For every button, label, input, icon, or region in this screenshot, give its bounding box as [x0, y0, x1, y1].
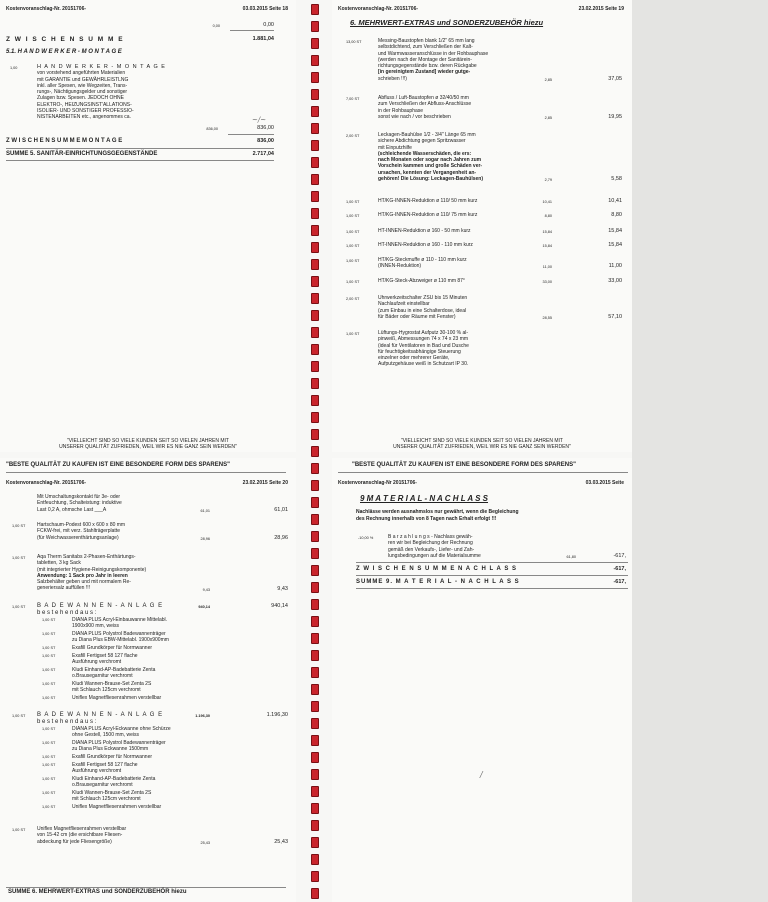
binding-ring — [311, 55, 319, 66]
binding-ring — [311, 157, 319, 168]
description-line: (werden nach der Montage der Sanitärein- — [378, 56, 472, 63]
part-description — [72, 754, 152, 760]
binding-ring — [311, 225, 319, 236]
part-qty: 1,00 ST — [42, 668, 56, 673]
page-header — [6, 480, 288, 486]
item-unit-price: 2,79 — [544, 178, 552, 183]
description-line: DIANA PLUS Polystrol Badewannenträger — [72, 631, 166, 638]
item-description — [37, 826, 126, 845]
binding-ring — [311, 361, 319, 372]
item-total: 33,00 — [608, 278, 622, 284]
description-line: H A N D W E R K E R - M O N T A G E — [37, 64, 166, 70]
description-line: lungsbedingungen auf die Materialsumme — [388, 552, 481, 559]
footer-line: UNSERER QUALITÄT ZUFRIEDEN, WEIL WIR ES NIE GANZ SEIN WERDEN" — [393, 444, 571, 450]
description-line: für feuchtigkeitsabhängige Steuerung — [378, 348, 461, 355]
description-line: und Warmwasseranschlüsse in der Rohbauphase — [378, 50, 489, 57]
binding-ring — [311, 191, 319, 202]
description-line: von 15-42 cm (die ersichtbare Fliesen- — [37, 832, 123, 839]
item-unit-price: 8,80 — [544, 214, 552, 218]
footer-line: UNSERER QUALITÄT ZUFRIEDEN, WEIL WIR ES NIE GANZ SEIN WERDEN" — [59, 444, 237, 450]
header-date-page: 23.02.2015 Seite 20 — [242, 480, 288, 486]
description-line: Abfluss / Luft-Baustopfen ø 32/40/50 mm — [378, 95, 469, 101]
item-description — [378, 228, 471, 234]
header-quote-number: Kostenvoranschlag-Nr. 20151706- — [6, 480, 87, 486]
item-qty: 1,00 ST — [346, 214, 360, 218]
part-qty: 1,00 ST — [42, 727, 56, 731]
binding-ring — [311, 21, 319, 32]
binding-ring — [311, 327, 319, 338]
header-quote-number: Kostenvoranschlag-Nr 20151706- — [338, 480, 417, 486]
binding-ring — [311, 463, 319, 474]
part-qty: 1,00 ST — [42, 791, 56, 796]
page-18 — [0, 0, 296, 452]
item-total: 15,84 — [608, 228, 622, 234]
binding-ring — [311, 633, 319, 644]
item-unit-price: 2,85 — [544, 115, 552, 120]
tub-total: 940,14 — [271, 603, 288, 609]
item-qty: 1,00 — [10, 66, 18, 70]
part-qty: 1,00 ST — [42, 654, 56, 658]
item-total: 25,43 — [274, 839, 288, 845]
part-qty: 1,00 ST — [42, 763, 56, 767]
description-line: Kludi Einhand-AP-Badebatterie Zenta — [72, 667, 156, 674]
item-description — [388, 534, 481, 559]
description-line: HT/KG-Steckmuffe ø 110 - 110 mm kurz — [378, 257, 467, 263]
part-qty: 1,00 ST — [42, 696, 56, 701]
part-description — [72, 726, 171, 739]
part-description — [72, 645, 152, 651]
item-qty: 2,00 ST — [346, 134, 360, 138]
description-line: generiersalz auffüllen !!! — [37, 585, 90, 592]
binding-ring — [311, 174, 319, 185]
binding-ring — [311, 497, 319, 508]
item-description — [37, 64, 166, 121]
description-line: (ideal für Ventilatoren in Bad und Dusche — [378, 342, 469, 349]
description-line: tabletten, 3 kg Sack — [37, 560, 81, 567]
description-line: HT/KG-INNEN-Reduktion ø 110/ 50 mm kurz — [378, 198, 478, 204]
description-line: Exafill Fertigset 58 127 flache — [72, 762, 138, 768]
item-total: 5,58 — [611, 176, 622, 183]
description-line: Messing-Baustopfen blank 1/2" 65 mm lang — [378, 38, 475, 44]
description-line: Ausführung verchromt — [72, 768, 122, 775]
item-description — [378, 330, 469, 368]
description-line: inkl. aller Spesen, wie Wegzeiten, Trans- — [37, 82, 128, 89]
tub-subtitle: b e s t e h e n d a u s : — [37, 610, 97, 616]
description-line: selbstdichtend, zum Verschließen der Kalt- — [378, 44, 473, 51]
description-line: Aqa Therm Sanitabs 2-Phasen-Enthärtungs- — [37, 554, 136, 560]
description-line: ELEKTRO-, HEIZUNGSINST'ALLATIONS- — [37, 101, 132, 108]
item-total: 15,84 — [608, 242, 622, 248]
item-unit-price: 61,01 — [200, 509, 210, 513]
binding-ring — [311, 667, 319, 678]
item-unit-price: 61,80 — [566, 555, 576, 559]
binding-ring — [311, 38, 319, 49]
binding-ring — [311, 582, 319, 593]
section-sum-label: SUMME 9. M A T E R I A L - N A C H L A S S — [356, 579, 520, 585]
item-unit-price: 25,43 — [200, 841, 210, 845]
item-total: 19,95 — [608, 113, 622, 120]
binding-ring — [311, 548, 319, 559]
footer-slogan — [342, 438, 622, 450]
subtotal-label: Z W I S C H E N S U M M E — [6, 36, 125, 43]
part-qty: 1,00 ST — [42, 805, 56, 810]
item-total: 28,96 — [274, 534, 288, 541]
description-line: für Bäder oder Räume mit Fenster) — [378, 313, 456, 320]
header-quote-number: Kostenvoranschlag-Nr. 20151706- — [6, 6, 87, 12]
description-line: o.Brausegarnitur verchromt — [72, 673, 133, 680]
binding-ring — [311, 701, 319, 712]
description-line: Uniflex Magnetfliesenrahmen verstellbar — [72, 804, 162, 811]
item-total: 37,05 — [608, 75, 622, 82]
description-line: (schleichende Wasserschäden, die ers: — [378, 150, 472, 157]
item-unit-price: 11,00 — [542, 265, 552, 270]
item-unit-price: 836,00 — [206, 127, 218, 131]
part-description — [72, 804, 161, 810]
item-total: 9,43 — [277, 585, 288, 592]
subtotal-value: -617, — [613, 566, 626, 572]
description-line: Aufputzgehäuse weiß in Schutzart IP 30. — [378, 361, 469, 368]
tub-total: 1.196,30 — [266, 712, 288, 718]
handwritten-mark: ~/~ — [252, 116, 267, 124]
binding-ring — [311, 276, 319, 287]
item-unit-price: 10,41 — [542, 200, 552, 204]
description-line: Hartschaum-Podest 600 x 600 x 80 mm — [37, 522, 126, 528]
item-description — [378, 95, 471, 120]
carry-unit: 0,00 — [212, 24, 220, 28]
description-line: Lüftungs-Hygrostat Aufputz 30-100 % al- — [378, 330, 469, 336]
page-19 — [332, 0, 632, 452]
binding-ring — [311, 769, 319, 780]
description-line: sonst wie nach / vor beschrieben — [378, 113, 451, 120]
description-line: DIANA PLUS Polystrol Badewannenträger — [72, 740, 166, 747]
part-description — [72, 653, 138, 666]
item-qty: 13,00 ST — [346, 40, 362, 44]
item-unit-price: 28,96 — [200, 536, 210, 541]
description-line: o.Brausegarnitur verchromt — [72, 782, 133, 789]
binding-ring — [311, 684, 319, 695]
part-qty: 1,00 ST — [42, 777, 56, 782]
quality-slogan: "BESTE QUALITÄT ZU KAUFEN IST EINE BESONDERE FORM DES SPARENS" — [6, 462, 230, 468]
header-date-page: 23.02.2015 Seite 19 — [578, 6, 624, 12]
description-line: ursachen, kennten der Vergangenheit an- — [378, 169, 477, 176]
page-21 — [332, 458, 632, 902]
description-line: FCKW-frei, mit verz. Stahlträgerplatte — [37, 528, 120, 535]
description-line: Nachlaufzeit einstellbar — [378, 301, 430, 308]
description-line: NISTENARBEITEN etc., angenommes ca. — [37, 114, 131, 121]
item-qty: 1,00 ST — [12, 828, 26, 832]
binding-ring — [311, 565, 319, 576]
description-line: ohne Gestell, 1500 mm, weiss — [72, 732, 139, 739]
binding-ring — [311, 616, 319, 627]
binding-ring — [311, 786, 319, 797]
footer-line: "VIELLEICHT SIND SO VIELE KUNDEN SEIT SO VIELEN JAHREN MIT — [401, 438, 563, 444]
section-sum-value: 2.717,04 — [252, 151, 274, 157]
binding-ring — [311, 854, 319, 865]
description-line: HT/KG-Steck-Abzweiger ø 110 mm 87° — [378, 278, 465, 284]
item-total: 57,10 — [608, 313, 622, 320]
binding-ring — [311, 752, 319, 763]
part-description — [72, 695, 161, 701]
header-date-page: 03.03.2015 Seite — [585, 480, 624, 486]
item-qty: 1,00 ST — [12, 605, 26, 609]
binding-ring — [311, 293, 319, 304]
description-line: zum Verschließen der Abfluss-Anschlüsse — [378, 101, 472, 108]
page-header — [6, 6, 288, 12]
description-line: (mit integrierter Hygiene-Reinigungskomponente) — [37, 566, 147, 573]
binding-ring — [311, 140, 319, 151]
item-description — [37, 522, 125, 541]
description-line: Vorschein kammen und große Schäden ver- — [378, 163, 483, 170]
description-line: sichere Abdichtung gegen Spritzwasser — [378, 138, 466, 145]
binding-ring — [311, 89, 319, 100]
binding-ring — [311, 650, 319, 661]
description-line: Uniflex Magnetfliesenrahmen verstellbar — [37, 826, 127, 832]
carry-total: 0,00 — [263, 22, 274, 28]
description-line: mit Einputzhilfe — [378, 144, 412, 151]
description-line: gemäß den Verkaufs-, Liefer- und Zah- — [388, 546, 475, 553]
item-total: 61,01 — [274, 507, 288, 513]
binding-ring — [311, 259, 319, 270]
subtotal-value: 1.881,04 — [252, 36, 274, 42]
binding-ring — [311, 208, 319, 219]
item-qty: 1,00 ST — [346, 259, 360, 263]
continuation-description — [37, 494, 122, 513]
subtotal-montage-value: 836,00 — [257, 138, 274, 144]
tub-title: B A D E W A N N E N - A N L A G E — [37, 712, 164, 718]
section-sum-label: SUMME 5. SANITÄR-EINRICHTUNGSGEGENSTÄNDE — [6, 151, 158, 157]
binding-ring — [311, 106, 319, 117]
subtotal-label: Z W I S C H E N S U M M E N A C H L A S S — [356, 566, 518, 572]
description-line: 1900x900 mm, weiss — [72, 623, 119, 630]
binding-ring — [311, 531, 319, 542]
part-qty: 1,00 ST — [42, 646, 56, 651]
part-description — [72, 631, 169, 644]
description-line: Salzbehälter geben und mit normalem Re- — [37, 579, 131, 586]
description-line: (INNEN-Reduktion) — [378, 263, 422, 270]
footer-slogan — [10, 438, 286, 450]
description-line: HT-INNEN-Reduktion ø 160 - 50 mm kurz — [378, 228, 471, 234]
binding-ring — [311, 446, 319, 457]
description-line: [in gereinigtem Zustand] wieder gutge- — [378, 69, 471, 76]
description-line: B a r z a h l u n g s - Nachlass gewäh- — [388, 534, 473, 540]
binding-ring — [311, 72, 319, 83]
binding-ring — [311, 718, 319, 729]
description-line: HT/KG-INNEN-Reduktion ø 110/ 75 mm kurz — [378, 212, 478, 218]
description-line: Kludi Wannen-Brause-Set Zenta 2S — [72, 790, 152, 797]
description-line: zu Diana Plus EBW-Mittelabl. 1900x900mm — [72, 637, 169, 644]
note-line: Nachlässe werden ausnahmslos nur gewährt, wenn die Begleichung — [356, 509, 519, 515]
item-description — [378, 38, 488, 82]
description-line: zu Diana Plus Eckwanne 1500mm — [72, 746, 149, 753]
description-line: Kludi Wannen-Brause-Set Zenta 2S — [72, 681, 152, 688]
description-line: (zum Einbau in eine Schalterdose, ideal — [378, 307, 467, 314]
description-line: von vorstehend angeführten Materialien — [37, 70, 126, 77]
page-header — [338, 480, 624, 486]
page-header — [338, 6, 624, 12]
item-unit-price: 9,43 — [202, 587, 210, 592]
header-date-page: 03.03.2015 Seite 18 — [242, 6, 288, 12]
quality-slogan: "BESTE QUALITÄT ZU KAUFEN IST EINE BESONDERE FORM DES SPARENS" — [352, 462, 576, 468]
description-line: Exafill Fertigset 58 127 flache — [72, 653, 138, 659]
description-line: Anwendung: 1 Sack pro Jahr in leeren — [37, 572, 128, 579]
section-title: 6. MEHRWERT-EXTRAS und SONDERZUBEHÖR hiezu — [350, 18, 544, 27]
part-qty: 1,00 ST — [42, 632, 56, 637]
binding-ring — [311, 242, 319, 253]
part-description — [72, 740, 166, 753]
binding-ring — [311, 888, 319, 899]
item-unit-price: 15,84 — [542, 230, 552, 234]
subtotal-montage-label: Z W I S C H E N S U M M E M O N T A G E — [6, 138, 123, 144]
binding-ring — [311, 735, 319, 746]
part-qty: 1,00 ST — [42, 618, 56, 622]
binding-ring — [311, 803, 319, 814]
description-line: DIANA PLUS Acryl-Einbauwanne Mittelabl. — [72, 617, 168, 623]
page-20 — [0, 458, 296, 902]
item-total: -617, — [613, 553, 626, 559]
item-unit-price: 28,55 — [542, 315, 552, 320]
tub-title: B A D E W A N N E N - A N L A G E — [37, 603, 164, 609]
binding-ring — [311, 395, 319, 406]
description-line: nach Monaten oder sogar nach Jahren zum — [378, 157, 482, 164]
binding-ring — [311, 820, 319, 831]
binding-ring — [311, 599, 319, 610]
part-description — [72, 617, 167, 630]
item-unit-price: 2,85 — [544, 77, 552, 82]
description-line: mit Schlauch 125cm verchromt — [72, 796, 141, 803]
binding-ring — [311, 378, 319, 389]
description-line: Last 0,2 A, ohmsche Last ___A — [37, 506, 107, 513]
description-line: ISOLIER- UND SONSTIGER PROFESSIO- — [37, 108, 134, 115]
description-line: ren wir bei Begleichung der Rechnung — [388, 540, 473, 547]
item-total: 10,41 — [608, 198, 622, 204]
binding-ring — [311, 480, 319, 491]
item-qty: 1,00 ST — [346, 280, 360, 284]
item-qty: 1,00 ST — [12, 714, 26, 718]
discount-note — [356, 509, 519, 522]
description-line: Mit Umschaltungskontakt für 3e- oder — [37, 494, 121, 500]
section-sum-label: SUMME 6. MEHRWERT-EXTRAS und SONDERZUBEHÖR hiezu — [8, 889, 187, 895]
description-line: Exafill Grundkörper für Normwanner — [72, 754, 153, 761]
item-qty: 1,00 ST — [12, 524, 26, 528]
description-line: Entfeuchtung, Schalteistung: induktive — [37, 500, 122, 507]
description-line: einzelner oder mehrerer Geräte, — [378, 355, 450, 362]
section-heading: 5.1. H A N D W E R K E R - M O N T A G E — [6, 49, 122, 55]
part-description — [72, 762, 138, 775]
header-quote-number: Kostenvoranschlag-Nr. 20151706- — [338, 6, 419, 12]
item-total: 11,00 — [608, 263, 622, 270]
binding-ring — [311, 514, 319, 525]
binding-ring — [311, 123, 319, 134]
description-line: DIANA PLUS Acryl-Eckwanne ohne Schürze — [72, 726, 171, 732]
item-qty: 1,00 ST — [346, 200, 360, 204]
description-line: rungs-, Nächtigungsgelder und sonstiger — [37, 89, 128, 96]
item-unit-price: 15,84 — [542, 244, 552, 248]
section-title: 9 M A T E R I A L - N A C H L A S S — [360, 494, 489, 503]
description-line: Kludi Einhand-AP-Badebatterie Zenta — [72, 776, 156, 783]
description-line: schrieben !!!) — [378, 75, 407, 82]
description-line: pinweiß, Abmessungen 74 x 74 x 23 mm — [378, 336, 469, 343]
item-description — [378, 278, 465, 284]
binding-ring — [311, 310, 319, 321]
note-line: des Rechnung innerhalb von 8 Tagen nach Erhalt erfolgt !!! — [356, 515, 497, 522]
background-margin — [632, 0, 768, 902]
description-line: Uhrwerkzeitschalter ZSU bis 15 Minuten — [378, 295, 468, 301]
binding-ring — [311, 837, 319, 848]
item-description — [378, 257, 467, 270]
item-qty: 2,00 ST — [346, 297, 360, 301]
item-qty: 7,00 ST — [346, 97, 360, 101]
item-total: 8,80 — [611, 212, 622, 218]
footer-line: "VIELLEICHT SIND SO VIELE KUNDEN SEIT SO VIELEN JAHREN MIT — [67, 438, 229, 444]
binding-ring — [311, 412, 319, 423]
binding-ring — [311, 429, 319, 440]
part-qty: 1,00 ST — [42, 741, 56, 746]
part-qty: 1,00 ST — [42, 755, 56, 760]
tub-unit-price: 940,14 — [198, 605, 210, 609]
item-total: 836,00 — [257, 125, 274, 131]
part-qty: 1,00 ST — [42, 682, 56, 687]
item-qty: 1,00 ST — [12, 556, 26, 560]
item-description — [378, 242, 473, 248]
section-sum-value: -617, — [613, 579, 626, 585]
item-qty: 1,00 ST — [346, 332, 360, 336]
binding-ring — [311, 4, 319, 15]
tub-unit-price: 1.196,30 — [195, 714, 210, 718]
item-description — [37, 554, 146, 592]
item-description — [378, 198, 477, 204]
description-line: HT-INNEN-Reduktion ø 160 - 110 mm kurz — [378, 242, 473, 248]
description-line: Exafill Grundkörper für Normwanner — [72, 645, 153, 652]
description-line: Ausführung verchromt — [72, 659, 122, 666]
part-description — [72, 681, 151, 694]
description-line: Zulagen bzw. Spesen. JEDOCH OHNE — [37, 95, 124, 102]
item-unit-price: 33,00 — [542, 280, 552, 284]
part-description — [72, 667, 155, 680]
item-qty: 1,00 ST — [346, 244, 360, 248]
description-line: (für Weichwasserenthärtungsanlage) — [37, 534, 119, 541]
item-qty: -10,00 % — [358, 536, 374, 540]
description-line: Uniflex Magnetfliesenrahmen verstellbar — [72, 695, 162, 702]
pen-mark: / — [480, 770, 483, 779]
binding-ring — [311, 871, 319, 882]
description-line: in der Rohbauphase — [378, 107, 424, 114]
tub-subtitle: b e s t e h e n d a u s : — [37, 719, 97, 725]
binding-ring — [311, 344, 319, 355]
part-description — [72, 776, 155, 789]
description-line: mit Schlauch 125cm verchromt — [72, 687, 141, 694]
item-qty: 1,00 ST — [346, 230, 360, 234]
item-description — [378, 212, 477, 218]
description-line: abdeckung für jede Fliesengröße) — [37, 838, 112, 845]
item-description — [378, 132, 483, 182]
description-line: gehören! Die Lösung: Leckagen-Bauhülsen) — [378, 176, 484, 183]
item-description — [378, 295, 467, 320]
description-line: Leckagen-Bauhülse 1/2 - 3/4" Länge 65 mm — [378, 132, 476, 138]
description-line: richtungsgegenstände bzw. deren Rückgabe — [378, 63, 477, 70]
part-description — [72, 790, 151, 803]
description-line: mit GARANTIE und GEWÄHRLEISTLNG — [37, 76, 129, 83]
